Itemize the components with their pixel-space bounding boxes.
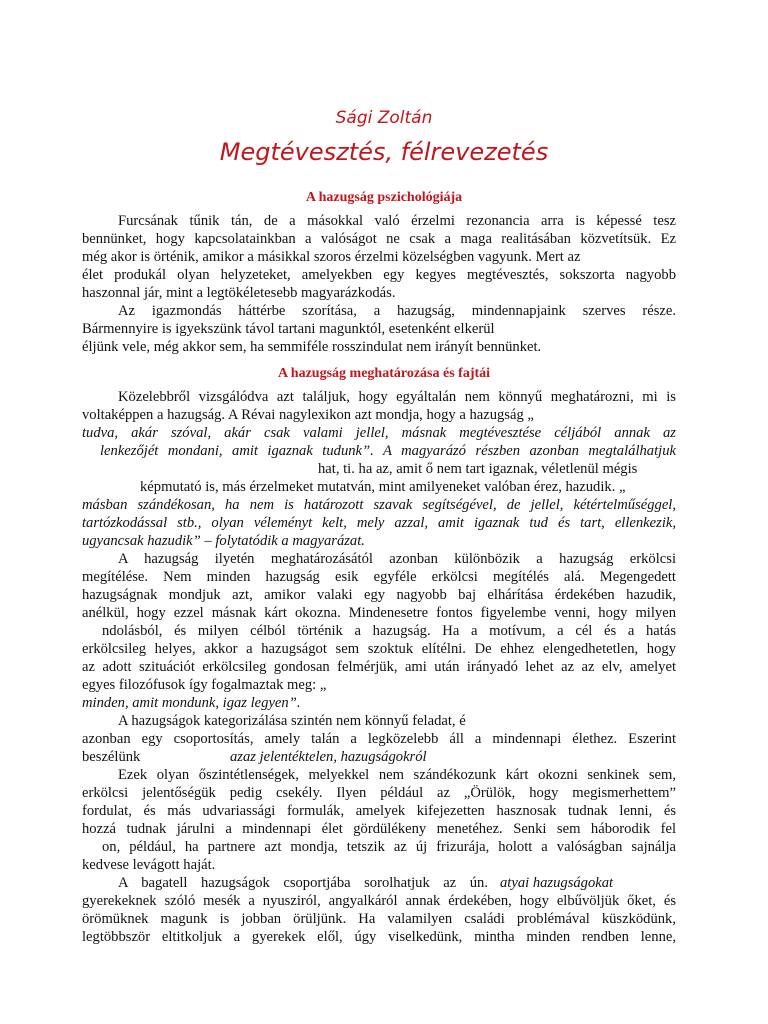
text-line: erkölcsileg helyes, akkor a hazugságot sem szoktuk elítélni. De ehhez elengedhetetlen, hogy: [82, 641, 676, 657]
text-line: atyai hazugságokat: [500, 875, 614, 891]
text-line: on, például, ha partnere azt mondja, tetszik az új frizurája, holott a valóságban sajnálja: [102, 839, 676, 855]
text-line: másban szándékosan, ha nem is határozott szavak segítségével, de jellel, kétértelműséggel,: [82, 497, 676, 513]
text-line: Bármennyire is igyekszünk távol tartani magunktól, esetenként elkerül: [82, 321, 495, 337]
text-line: Ezek olyan őszintétlenségek, melyekkel nem szándékozunk kárt okozni senkinek sem,: [118, 767, 676, 783]
text-line: azaz jelentéktelen, hazugságokról: [230, 749, 427, 765]
text-line: ndolásból, és milyen célból történik a hazugság. Ha a motívum, a cél és a hatás: [102, 623, 676, 639]
text-line: erkölcsi jelentőségük pedig csekély. Ilyen például az „Örülök, hogy megismerhettem”: [82, 785, 676, 801]
text-line: fordulat, és más udvariassági formulák, amelyek kifejezetten hasznosak tudnak lenni, és: [82, 803, 676, 819]
text-line: tartózkodással stb., olyan véleményt kelt, mely azzal, amit igaznak tud és tart, ellenkezik,: [82, 515, 676, 531]
text-line: még akor is örténik, amikor a másikkal szoros érzelmi közelségben vagyunk. Mert az: [82, 249, 581, 265]
author-name: Sági Zoltán: [335, 108, 433, 128]
text-line: élet produkál olyan helyzeteket, amelyekben egy kegyes megtévesztés, sokszorta nagyobb: [82, 267, 676, 283]
text-line: voltaképpen a hazugság. A Révai nagylexikon azt mondja, hogy a hazugság „: [82, 407, 534, 423]
text-line: éljünk vele, még akkor sem, ha semmiféle rosszindulat nem irányít bennünket.: [82, 339, 542, 355]
text-line: bennünket, hogy kapcsolatainkban a valóságot ne csak a maga realitásában közvetítsük. Ez: [82, 231, 676, 247]
text-line: beszélünk: [82, 749, 141, 765]
text-line: minden, amit mondunk, igaz legyen”.: [82, 695, 301, 711]
text-line: legtöbbször eltitkoljuk a gyerekek elől, úgy viselkedünk, mintha minden rendben lenne,: [82, 929, 676, 945]
text-line: A bagatell hazugságok csoportjába sorolhatjuk az ún.: [118, 875, 488, 891]
text-line: haszonnal jár, mint a legtökéletesebb magyarázkodás.: [82, 285, 396, 301]
text-line: gyerekeknek szóló mesék a nyusziról, angyalkáról annak érdekében, hogy elbűvöljük őket, és: [82, 893, 676, 909]
section-heading-psychology: A hazugság pszichológiája: [305, 190, 463, 205]
text-line: képmutató is, más érzelmeket mutatván, mint amilyeneket valóban érez, hazudik. „: [140, 479, 626, 495]
text-line: A hazugság ilyetén meghatározásától azonban különbözik a hazugság erkölcsi: [118, 551, 676, 567]
text-line: megítélése. Nem minden hazugság esik egyféle erkölcsi megítélés alá. Megengedett: [82, 569, 676, 585]
text-line: anélkül, hogy ezzel másnak kárt okozna. Mindenesetre fontos figyelembe venni, hogy milyen: [82, 605, 676, 621]
text-line: ugyancsak hazudik” – folytatódik a magyarázat.: [82, 533, 365, 549]
text-line: Az igazmondás háttérbe szorítása, a hazugság, mindennapjaink szerves része.: [118, 303, 676, 319]
text-line: az adott szituációt erkölcsileg gondosan felmérjük, ami után irányadó lehet az az elv, amelyet: [82, 659, 676, 675]
text-line: örömüknek magunk is jobban örüljünk. Ha valamilyen családi problémával küszködünk,: [82, 911, 676, 927]
text-line: kedvese levágott haját.: [82, 857, 216, 873]
text-line: azonban egy csoportosítás, amely talán a legközelebb áll a mindennapi élethez. Eszerint: [82, 731, 676, 747]
text-line: egyes filozófusok így fogalmaztak meg: „: [82, 677, 327, 693]
text-line: hozzá tudnak járulni a mindennapi élet gördülékeny menetéhez. Senki sem háborodik fel: [82, 821, 676, 837]
section-heading-definition: A hazugság meghatározása és fajtái: [277, 366, 491, 381]
text-line: lenkezőjét mondani, amit igaznak tudunk”. A magyarázó részben azonban megtalálhatjuk: [100, 443, 676, 459]
text-line: A hazugságok kategorizálása szintén nem könnyű feladat, é: [118, 713, 466, 729]
text-line: hat, ti. ha az, amit ő nem tart igaznak, véletlenül mégis: [318, 461, 638, 477]
text-line: Közelebbről vizsgálódva azt találjuk, hogy egyáltalán nem könnyű meghatározni, mi is: [118, 389, 676, 405]
text-line: Furcsának tűnik tán, de a másokkal való érzelmi rezonancia arra is képessé tesz: [118, 213, 676, 229]
text-line: tudva, akár szóval, akár csak valami jellel, másnak megtévesztése céljából annak az: [82, 425, 676, 441]
text-line: hazugságnak mondjuk azt, amikor valaki egy nagyobb baj elhárítása érdekében hazudik,: [82, 587, 676, 603]
document-title: Megtévesztés, félrevezetés: [219, 138, 549, 166]
